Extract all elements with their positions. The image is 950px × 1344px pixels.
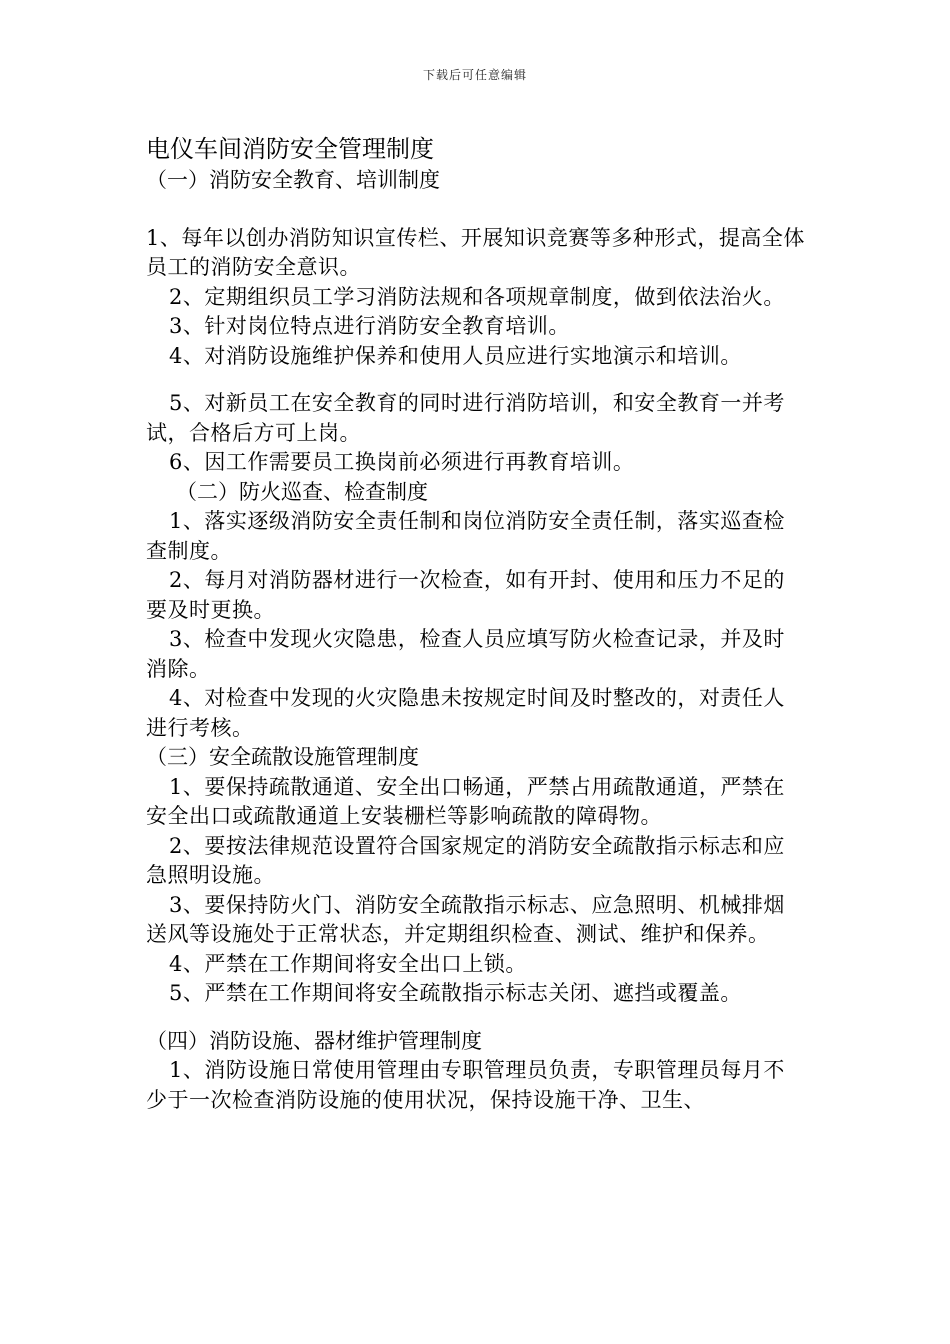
section-heading-1: （一）消防安全教育、培训制度 (146, 168, 440, 192)
document-title: 电仪车间消防安全管理制度 (146, 135, 434, 163)
paragraph: 1、要保持疏散通道、安全出口畅通，严禁占用疏散通道，严禁在安全出口或疏散通道上安装栅栏等影响疏散的障碍物。 (146, 774, 785, 828)
section-heading-2: （二）防火巡查、检查制度 (176, 479, 428, 504)
paragraph: 1、消防设施日常使用管理由专职管理员负责，专职管理员每月不少于一次检查消防设施的使用状况，保持设施干净、卫生、 (146, 1058, 785, 1112)
paragraph: 4、对检查中发现的火灾隐患未按规定时间及时整改的，对责任人进行考核。 (146, 686, 785, 740)
paragraph: 5、对新员工在安全教育的同时进行消防培训，和安全教育一并考试，合格后方可上岗。 (146, 391, 785, 445)
paragraph: 2、每月对消防器材进行一次检查，如有开封、使用和压力不足的要及时更换。 (146, 568, 785, 622)
paragraph: 1、每年以创办消防知识宣传栏、开展知识竞赛等多种形式，提高全体员工的消防安全意识。 (146, 225, 805, 279)
paragraph: 5、严禁在工作期间将安全疏散指示标志关闭、遮挡或覆盖。 (169, 981, 742, 1005)
paragraph: 3、检查中发现火灾隐患，检查人员应填写防火检查记录，并及时消除。 (146, 627, 785, 681)
paragraph: 2、要按法律规范设置符合国家规定的消防安全疏散指示标志和应急照明设施。 (146, 833, 785, 887)
page-header: 下载后可任意编辑 (422, 68, 527, 82)
paragraph: 6、因工作需要员工换岗前必须进行再教育培训。 (169, 450, 635, 474)
paragraph: 1、落实逐级消防安全责任制和岗位消防安全责任制，落实巡查检查制度。 (146, 509, 785, 563)
paragraph: 4、严禁在工作期间将安全出口上锁。 (169, 951, 527, 976)
section-heading-4: （四）消防设施、器材维护管理制度 (146, 1028, 482, 1053)
paragraph: 2、定期组织员工学习消防法规和各项规章制度，做到依法治火。 (169, 284, 785, 309)
paragraph: 3、针对岗位特点进行消防安全教育培训。 (169, 314, 570, 338)
paragraph: 3、要保持防火门、消防安全疏散指示标志、应急照明、机械排烟送风等设施处于正常状态，并定期组织检查、测试、维护和保养。 (146, 892, 785, 946)
document-body (146, 132, 806, 1115)
paragraph: 4、对消防设施维护保养和使用人员应进行实地演示和培训。 (169, 343, 742, 368)
section-heading-3: （三）安全疏散设施管理制度 (146, 745, 419, 769)
